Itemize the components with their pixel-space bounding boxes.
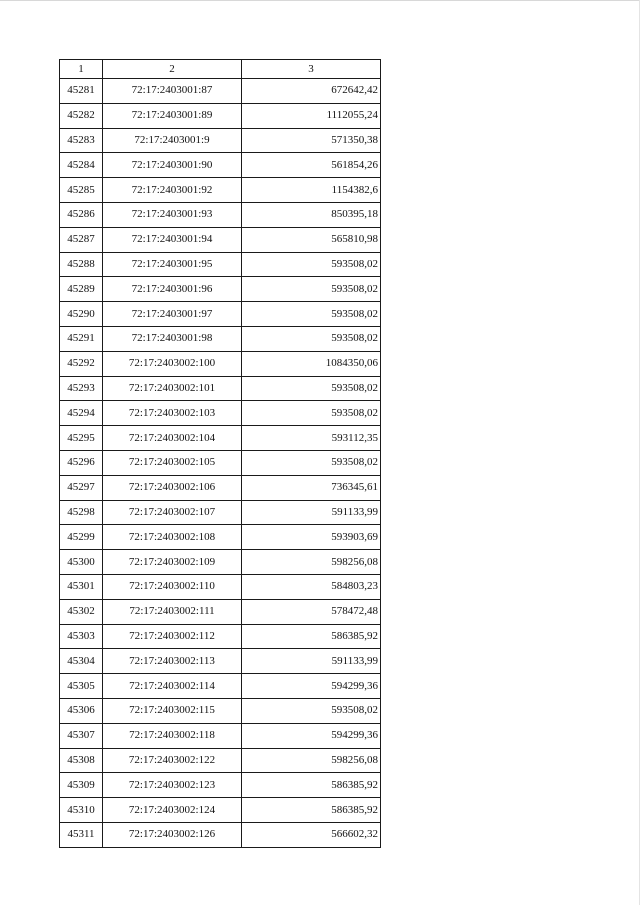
table-row [60, 698, 381, 723]
cadastral-value-cell: 598256,08 [242, 748, 381, 773]
cadastral-number-cell: 72:17:2403002:111 [103, 599, 242, 624]
cadastral-number-cell: 72:17:2403001:96 [103, 277, 242, 302]
table-row [60, 525, 381, 550]
cadastral-number-cell: 72:17:2403001:98 [103, 326, 242, 351]
table-row [60, 351, 381, 376]
cadastral-number-cell: 72:17:2403002:109 [103, 550, 242, 575]
table-row [60, 798, 381, 823]
cadastral-number-cell: 72:17:2403001:9 [103, 128, 242, 153]
row-number-cell: 45293 [60, 376, 103, 401]
table-row [60, 574, 381, 599]
column-header-cadastral-number: 2 [103, 60, 242, 79]
row-number-cell: 45288 [60, 252, 103, 277]
table-row [60, 326, 381, 351]
cadastral-number-cell: 72:17:2403002:112 [103, 624, 242, 649]
cadastral-value-cell: 586385,92 [242, 624, 381, 649]
cadastral-value-cell: 593508,02 [242, 698, 381, 723]
cadastral-number-cell: 72:17:2403002:100 [103, 351, 242, 376]
row-number-cell: 45304 [60, 649, 103, 674]
cadastral-value-cell: 594299,36 [242, 674, 381, 699]
cadastral-value-cell: 593508,02 [242, 326, 381, 351]
table-row [60, 277, 381, 302]
row-number-cell: 45309 [60, 773, 103, 798]
table-row [60, 376, 381, 401]
scan-edge-top [0, 0, 640, 1]
cadastral-number-cell: 72:17:2403002:113 [103, 649, 242, 674]
row-number-cell: 45297 [60, 475, 103, 500]
row-number-cell: 45289 [60, 277, 103, 302]
cadastral-number-cell: 72:17:2403001:87 [103, 79, 242, 104]
cadastral-value-cell: 1084350,06 [242, 351, 381, 376]
row-number-cell: 45305 [60, 674, 103, 699]
cadastral-value-cell: 593508,02 [242, 277, 381, 302]
cadastral-value-cell: 850395,18 [242, 202, 381, 227]
cadastral-number-cell: 72:17:2403002:110 [103, 574, 242, 599]
row-number-cell: 45283 [60, 128, 103, 153]
table-row [60, 649, 381, 674]
row-number-cell: 45285 [60, 178, 103, 203]
table-body [60, 79, 381, 848]
row-number-cell: 45298 [60, 500, 103, 525]
cadastral-value-cell: 593508,02 [242, 252, 381, 277]
cadastral-number-cell: 72:17:2403002:105 [103, 450, 242, 475]
table-row [60, 822, 381, 847]
row-number-cell: 45296 [60, 450, 103, 475]
row-number-cell: 45291 [60, 326, 103, 351]
cadastral-value-cell: 566602,32 [242, 822, 381, 847]
row-number-cell: 45294 [60, 401, 103, 426]
table-row [60, 773, 381, 798]
cadastral-number-cell: 72:17:2403002:106 [103, 475, 242, 500]
cadastral-number-cell: 72:17:2403001:94 [103, 227, 242, 252]
cadastral-number-cell: 72:17:2403002:107 [103, 500, 242, 525]
row-number-cell: 45310 [60, 798, 103, 823]
row-number-cell: 45299 [60, 525, 103, 550]
table-row [60, 624, 381, 649]
table-row [60, 674, 381, 699]
table-row [60, 401, 381, 426]
cadastral-value-cell: 591133,99 [242, 500, 381, 525]
row-number-cell: 45300 [60, 550, 103, 575]
row-number-cell: 45287 [60, 227, 103, 252]
cadastral-number-cell: 72:17:2403002:122 [103, 748, 242, 773]
table-row [60, 748, 381, 773]
cadastral-number-cell: 72:17:2403002:104 [103, 426, 242, 451]
cadastral-number-cell: 72:17:2403001:93 [103, 202, 242, 227]
table-row [60, 227, 381, 252]
cadastral-number-cell: 72:17:2403002:101 [103, 376, 242, 401]
cadastral-value-cell: 593508,02 [242, 450, 381, 475]
row-number-cell: 45295 [60, 426, 103, 451]
row-number-cell: 45286 [60, 202, 103, 227]
cadastral-value-cell: 598256,08 [242, 550, 381, 575]
cadastral-number-cell: 72:17:2403002:124 [103, 798, 242, 823]
cadastral-number-cell: 72:17:2403001:90 [103, 153, 242, 178]
row-number-cell: 45290 [60, 302, 103, 327]
table-row [60, 550, 381, 575]
cadastral-value-table [59, 59, 381, 848]
cadastral-number-cell: 72:17:2403002:118 [103, 723, 242, 748]
cadastral-value-cell: 578472,48 [242, 599, 381, 624]
table-row [60, 128, 381, 153]
cadastral-number-cell: 72:17:2403002:115 [103, 698, 242, 723]
row-number-cell: 45307 [60, 723, 103, 748]
cadastral-value-cell: 593508,02 [242, 376, 381, 401]
cadastral-value-cell: 593903,69 [242, 525, 381, 550]
table-row [60, 252, 381, 277]
cadastral-number-cell: 72:17:2403002:108 [103, 525, 242, 550]
cadastral-value-cell: 586385,92 [242, 773, 381, 798]
row-number-cell: 45284 [60, 153, 103, 178]
row-number-cell: 45292 [60, 351, 103, 376]
row-number-cell: 45301 [60, 574, 103, 599]
cadastral-value-cell: 586385,92 [242, 798, 381, 823]
cadastral-value-cell: 736345,61 [242, 475, 381, 500]
cadastral-value-cell: 593508,02 [242, 401, 381, 426]
table-row [60, 178, 381, 203]
cadastral-number-cell: 72:17:2403002:126 [103, 822, 242, 847]
row-number-cell: 45308 [60, 748, 103, 773]
cadastral-value-cell: 1154382,6 [242, 178, 381, 203]
row-number-cell: 45303 [60, 624, 103, 649]
cadastral-number-cell: 72:17:2403002:114 [103, 674, 242, 699]
column-header-number: 1 [60, 60, 103, 79]
cadastral-number-cell: 72:17:2403001:97 [103, 302, 242, 327]
row-number-cell: 45281 [60, 79, 103, 104]
table-row [60, 599, 381, 624]
table-row [60, 202, 381, 227]
table-row [60, 153, 381, 178]
table-header-row [60, 60, 381, 79]
cadastral-value-cell: 1112055,24 [242, 103, 381, 128]
cadastral-value-cell: 593508,02 [242, 302, 381, 327]
row-number-cell: 45282 [60, 103, 103, 128]
table-row [60, 475, 381, 500]
cadastral-value-cell: 591133,99 [242, 649, 381, 674]
row-number-cell: 45306 [60, 698, 103, 723]
cadastral-value-cell: 571350,38 [242, 128, 381, 153]
cadastral-value-cell: 593112,35 [242, 426, 381, 451]
cadastral-number-cell: 72:17:2403001:89 [103, 103, 242, 128]
table-row [60, 302, 381, 327]
table-row [60, 103, 381, 128]
cadastral-number-cell: 72:17:2403002:103 [103, 401, 242, 426]
cadastral-value-cell: 594299,36 [242, 723, 381, 748]
row-number-cell: 45311 [60, 822, 103, 847]
table-row [60, 79, 381, 104]
table-row [60, 723, 381, 748]
cadastral-value-cell: 584803,23 [242, 574, 381, 599]
cadastral-value-cell: 672642,42 [242, 79, 381, 104]
cadastral-value-cell: 561854,26 [242, 153, 381, 178]
table-row [60, 426, 381, 451]
cadastral-number-cell: 72:17:2403002:123 [103, 773, 242, 798]
cadastral-number-cell: 72:17:2403001:95 [103, 252, 242, 277]
row-number-cell: 45302 [60, 599, 103, 624]
table-row [60, 450, 381, 475]
column-header-value: 3 [242, 60, 381, 79]
table-row [60, 500, 381, 525]
cadastral-value-cell: 565810,98 [242, 227, 381, 252]
cadastral-number-cell: 72:17:2403001:92 [103, 178, 242, 203]
